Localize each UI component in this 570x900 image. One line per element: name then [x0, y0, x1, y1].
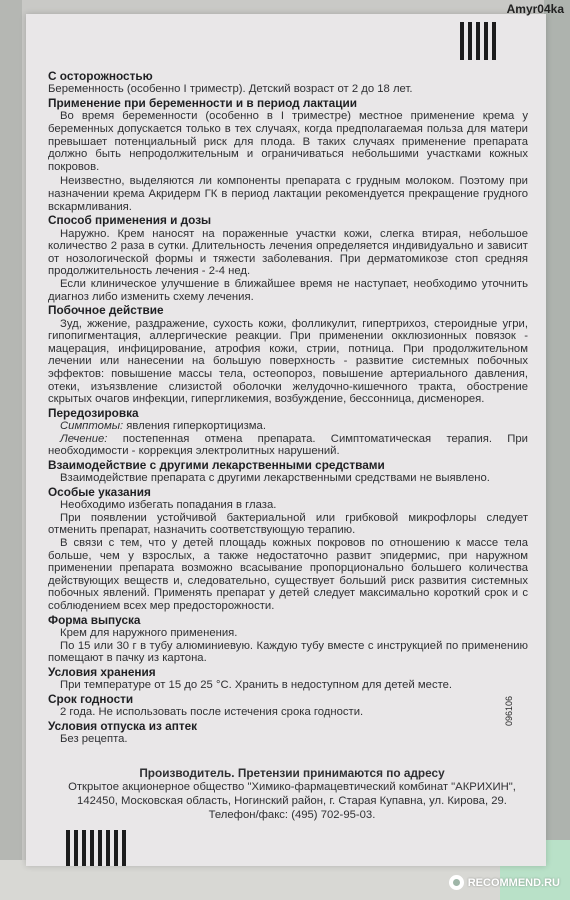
overdose-treatment: [48, 433, 528, 458]
dosage-heading: Способ применения и дозы: [48, 213, 212, 228]
interactions-text: Взаимодействие препарата с другими лекарственными средствами не выявлено.: [60, 472, 490, 485]
leaflet-page: [26, 14, 546, 866]
manufacturer-block: [52, 766, 532, 822]
pregnancy-text-1: Во время беременности (особенно в I триместре) местное применение крема у беременных допускается только в тех случаях, когда предполагаемая польза для матери превышает потенциальный риск для плода. В таких случаях применение препарата должно быть непродолжительным и ограничиваться небольшими участками кожных покровов.: [48, 110, 528, 173]
site-watermark: [449, 875, 560, 890]
treatment-label: Лечение:: [60, 432, 108, 445]
background-right: [544, 0, 570, 900]
form-heading: Форма выпуска: [48, 612, 141, 627]
background-left: [0, 0, 22, 900]
special-text-3: В связи с тем, что у детей площадь кожных покровов по отношению к массе тела больше, чем у взрослых, а также недостаточно развит эпидермис, при наружном применении препарата возможно всасывание пропорционально большего количества действующих веществ и, следовательно, существует больший риск развития системных побочных явлений. Применять препарат у детей следует максимально короткий срок и с соблюдением всех мер предосторожности.: [48, 537, 528, 613]
dosage-text-1: Наружно. Крем наносят на пораженные участки кожи, слегка втирая, небольшое количество 2 раза в сутки. Длительность лечения определяется индивидуально и зависит от нозологической формы и тяжести заболевания. При дерматомикозе стоп средняя продолжительность лечения - 2-4 нед.: [48, 227, 528, 278]
leaflet-content: [48, 69, 528, 746]
symptoms-label: Симптомы:: [60, 420, 124, 433]
caution-heading: С осторожностью: [48, 69, 153, 83]
treatment-text: постепенная отмена препарата. Симптоматическая терапия. При необходимости - коррекция электролитных нарушений.: [48, 432, 528, 458]
form-text-1: Крем для наружного применения.: [60, 627, 238, 640]
form-text-2: По 15 или 30 г в тубу алюминиевую. Каждую тубу вместе с инструкцией по применению помещают в пачку из картона.: [48, 639, 528, 665]
dispensing-heading: Условия отпуска из аптек: [48, 718, 198, 733]
special-heading: Особые указания: [48, 484, 151, 499]
pregnancy-text-2: Неизвестно, выделяются ли компоненты препарата с грудным молоком. Поэтому при назначении крема Акридерм ГК в период лактации рекомендуется прекращение грудного вскармливания.: [48, 175, 528, 213]
dispensing-text: Без рецепта.: [60, 733, 128, 746]
manufacturer-line-3: Телефон/факс: (495) 702-95-03.: [208, 809, 376, 821]
overdose-symptoms: [48, 420, 528, 433]
recommend-logo-icon: [449, 875, 464, 890]
storage-text: При температуре от 15 до 25 °С. Хранить в недоступном для детей месте.: [60, 679, 453, 692]
document-code: 096106: [504, 695, 514, 726]
manufacturer-title: Производитель. Претензии принимаются по адресу: [139, 766, 445, 780]
shelf-life-text: 2 года. Не использовать после истечения срока годности.: [60, 706, 364, 719]
manufacturer-line-1: Открытое акционерное общество "Химико-фармацевтический комбинат "АКРИХИН",: [68, 781, 516, 793]
side-effects-text: Зуд, жжение, раздражение, сухость кожи, фолликулит, гипертрихоз, стероидные угри, гипопигментация, аллергические реакции. При применении окклюзионных повязок - мацерация, инфицирование, атрофия кожи, стрии, потница. При продолжительном лечении или нанесении на большую поверхность - развитие системных побочных эффектов: повышение массы тела, остеопороз, повышение артериального давления, отеки, изъязвление слизистой оболочки желудочно-кишечного тракта, обострение скрытых очагов инфекции, гипергликемия, возбуждение, бессонница, дисменорея.: [48, 317, 528, 406]
manufacturer-line-2: 142450, Московская область, Ногинский район, г. Старая Купавна, ул. Кирова, 29.: [77, 795, 507, 807]
pregnancy-heading: Применение при беременности и в период лактации: [48, 96, 357, 110]
site-watermark-text: RECOMMEND.RU: [467, 876, 560, 889]
shelf-life-heading: Срок годности: [48, 691, 134, 706]
side-effects-heading: Побочное действие: [48, 303, 164, 318]
barcode-bottom-icon: [66, 830, 126, 866]
special-text-1: Необходимо избегать попадания в глаза.: [60, 499, 277, 512]
storage-heading: Условия хранения: [48, 664, 156, 679]
username-watermark: Amyr04ka: [506, 2, 564, 16]
overdose-heading: Передозировка: [48, 405, 139, 420]
special-text-2: При появлении устойчивой бактериальной или грибковой микрофлоры следует отменить препарат, назначить соответствующую терапию.: [48, 511, 528, 537]
symptoms-text: явления гиперкортицизма.: [123, 420, 266, 433]
barcode-top-icon: [460, 22, 496, 60]
caution-text: Беременность (особенно I триместр). Детский возраст от 2 до 18 лет.: [48, 83, 413, 96]
dosage-text-2: Если клиническое улучшение в ближайшее время не наступает, необходимо уточнить диагноз либо изменить схему лечения.: [48, 277, 528, 303]
interactions-heading: Взаимодействие с другими лекарственными средствами: [48, 457, 385, 472]
